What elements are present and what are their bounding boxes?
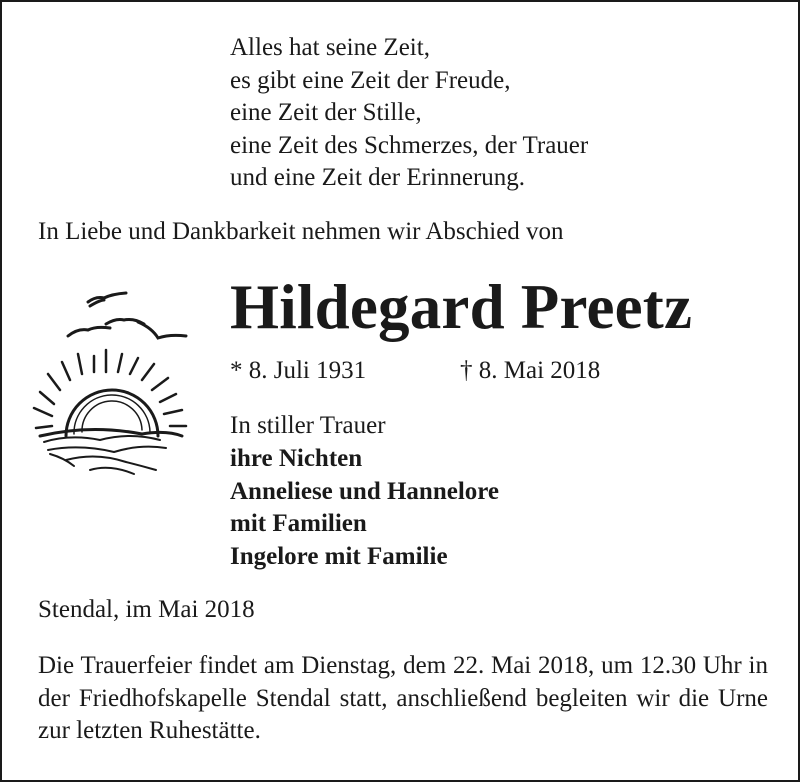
birds-icon bbox=[68, 293, 186, 338]
mourner-line: mit Familien bbox=[230, 510, 367, 538]
mourner-line: Ingelore mit Familie bbox=[230, 543, 448, 571]
poem bbox=[230, 32, 588, 195]
place-date: Stendal, im Mai 2018 bbox=[38, 596, 255, 623]
birth-date: * 8. Juli 1931 bbox=[230, 357, 367, 384]
mourner-line: Anneliese und Hannelore bbox=[230, 477, 500, 505]
mourner-line: ihre Nichten bbox=[230, 444, 363, 472]
sunset-birds-icon bbox=[30, 284, 192, 484]
deceased-name: Hildegard Preetz bbox=[230, 272, 693, 342]
poem-line: Alles hat seine Zeit, bbox=[230, 34, 430, 61]
poem-line: und eine Zeit der Erinnerung. bbox=[230, 164, 526, 192]
sun-icon bbox=[34, 350, 186, 436]
poem-line: eine Zeit des Schmerzes, der Trauer bbox=[230, 131, 589, 159]
mourners-block bbox=[230, 410, 499, 574]
death-date: † 8. Mai 2018 bbox=[460, 357, 601, 384]
mourners-lead: In stiller Trauer bbox=[230, 412, 386, 439]
poem-line: eine Zeit der Stille, bbox=[230, 99, 422, 127]
funeral-service-info: Die Trauerfeier findet am Dienstag, dem 22. Mai 2018, um 12.30 Uhr in der Friedhofskapelle Stendal statt, anschließend begleiten wir die Urne zur letzten Ruhestätte. bbox=[38, 652, 768, 744]
hills-icon bbox=[40, 429, 182, 474]
poem-line: es gibt eine Zeit der Freude, bbox=[230, 66, 511, 94]
farewell-intro: In Liebe und Dankbarkeit nehmen wir Abschied von bbox=[38, 218, 564, 245]
